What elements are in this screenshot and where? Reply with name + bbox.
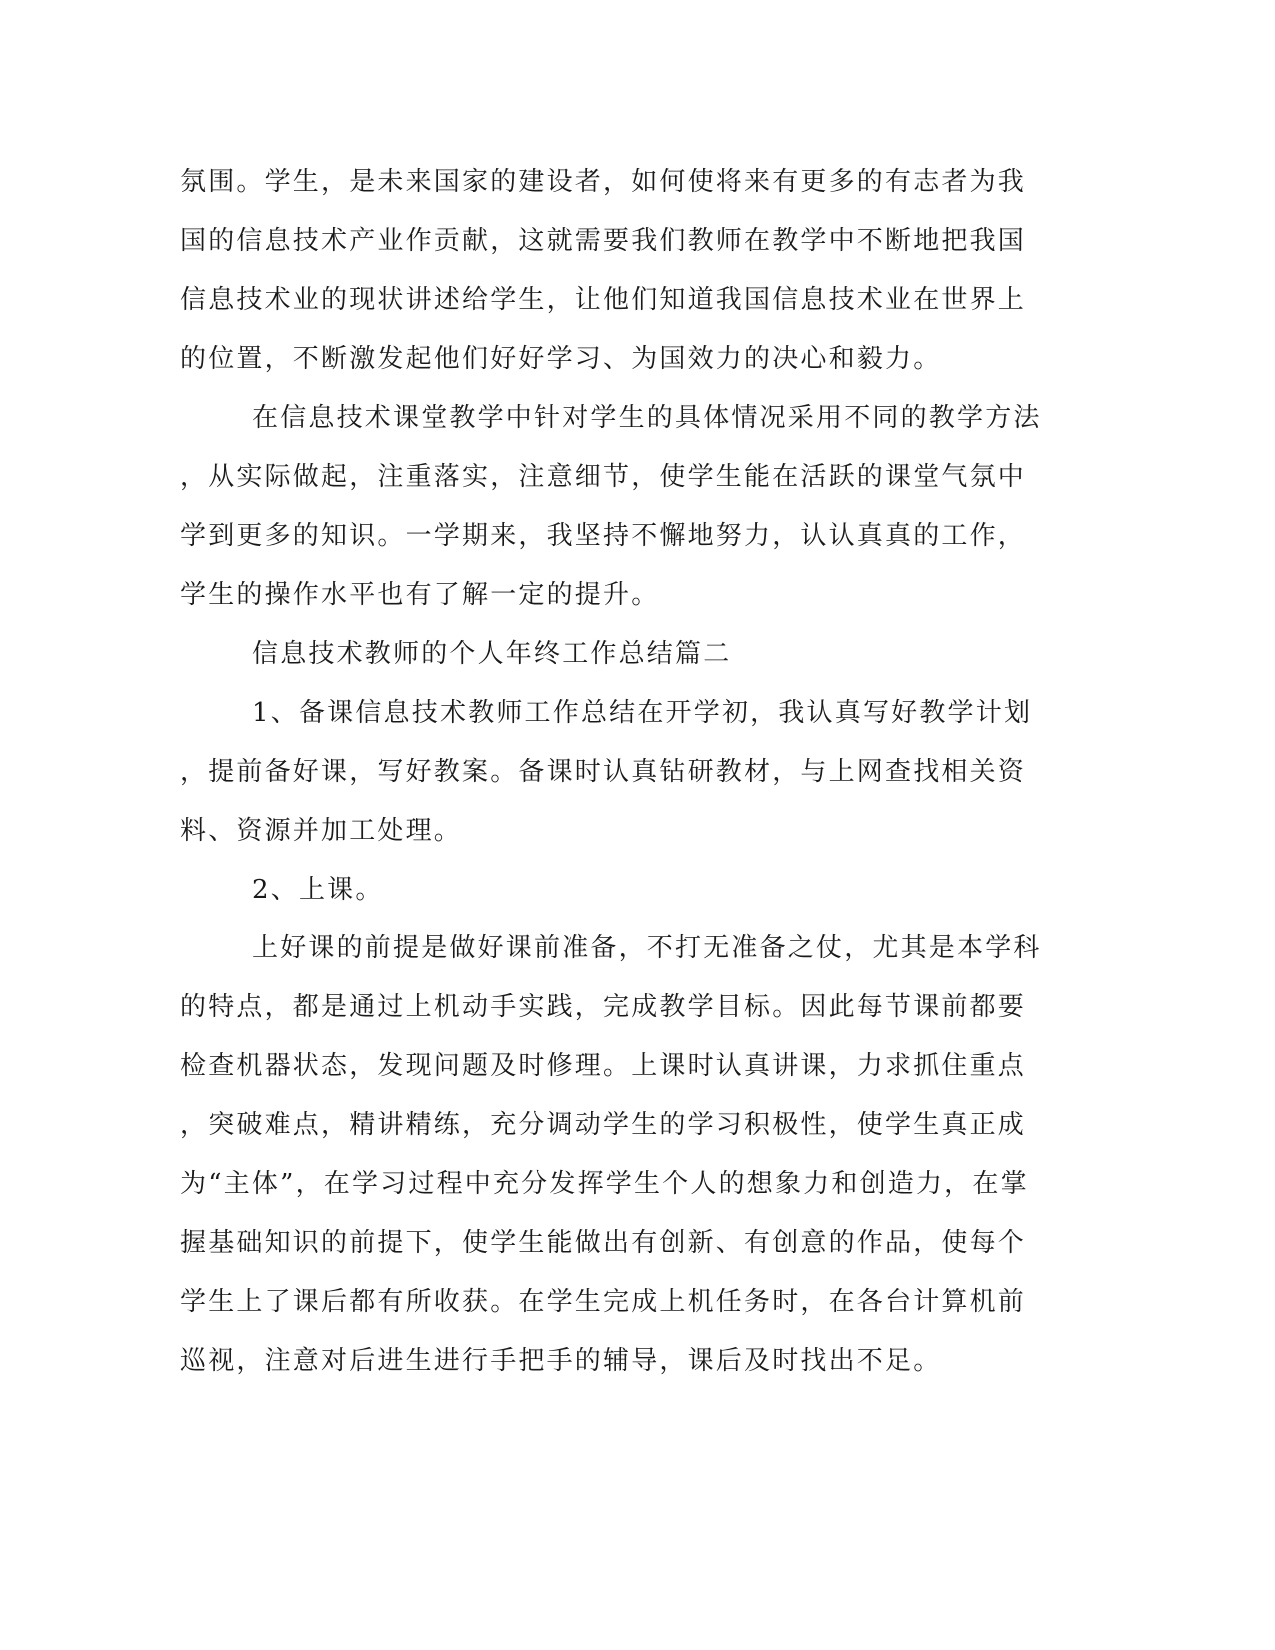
paragraph-line: ，从实际做起，注重落实，注意细节，使学生能在活跃的课堂气氛中: [180, 462, 1027, 492]
paragraph-line: 检查机器状态，发现问题及时修理。上课时认真讲课，力求抓住重点: [180, 1051, 1027, 1081]
paragraph-line: 2、上课。: [252, 875, 384, 905]
paragraph-line: 上好课的前提是做好课前准备，不打无准备之仗，尤其是本学科: [252, 933, 1042, 963]
paragraph-line: 国的信息技术产业作贡献，这就需要我们教师在教学中不断地把我国: [180, 226, 1027, 256]
paragraph-line: 的特点，都是通过上机动手实践，完成教学目标。因此每节课前都要: [180, 992, 1027, 1022]
section-heading: 信息技术教师的个人年终工作总结篇二: [252, 639, 732, 669]
paragraph-line: 在信息技术课堂教学中针对学生的具体情况采用不同的教学方法: [252, 403, 1042, 433]
paragraph-line: 氛围。学生，是未来国家的建设者，如何使将来有更多的有志者为我: [180, 167, 1027, 197]
paragraph-line: ，突破难点，精讲精练，充分调动学生的学习积极性，使学生真正成: [180, 1110, 1027, 1140]
paragraph-line: 巡视，注意对后进生进行手把手的辅导，课后及时找出不足。: [180, 1346, 942, 1376]
paragraph-line: 握基础知识的前提下，使学生能做出有创新、有创意的作品，使每个: [180, 1228, 1027, 1258]
paragraph-line: 1、备课信息技术教师工作总结在开学初，我认真写好教学计划: [252, 698, 1033, 728]
paragraph-line: 学生的操作水平也有了解一定的提升。: [180, 580, 660, 610]
paragraph-line: 学生上了课后都有所收获。在学生完成上机任务时，在各台计算机前: [180, 1287, 1027, 1317]
paragraph-line: 为“主体”，在学习过程中充分发挥学生个人的想象力和创造力，在掌: [180, 1169, 1029, 1199]
paragraph-line: 料、资源并加工处理。: [180, 816, 463, 846]
paragraph-line: ，提前备好课，写好教案。备课时认真钻研教材，与上网查找相关资: [180, 757, 1027, 787]
paragraph-line: 学到更多的知识。一学期来，我坚持不懈地努力，认认真真的工作，: [180, 521, 1027, 551]
paragraph-line: 信息技术业的现状讲述给学生，让他们知道我国信息技术业在世界上: [180, 285, 1027, 315]
paragraph-line: 的位置，不断激发起他们好好学习、为国效力的决心和毅力。: [180, 344, 942, 374]
